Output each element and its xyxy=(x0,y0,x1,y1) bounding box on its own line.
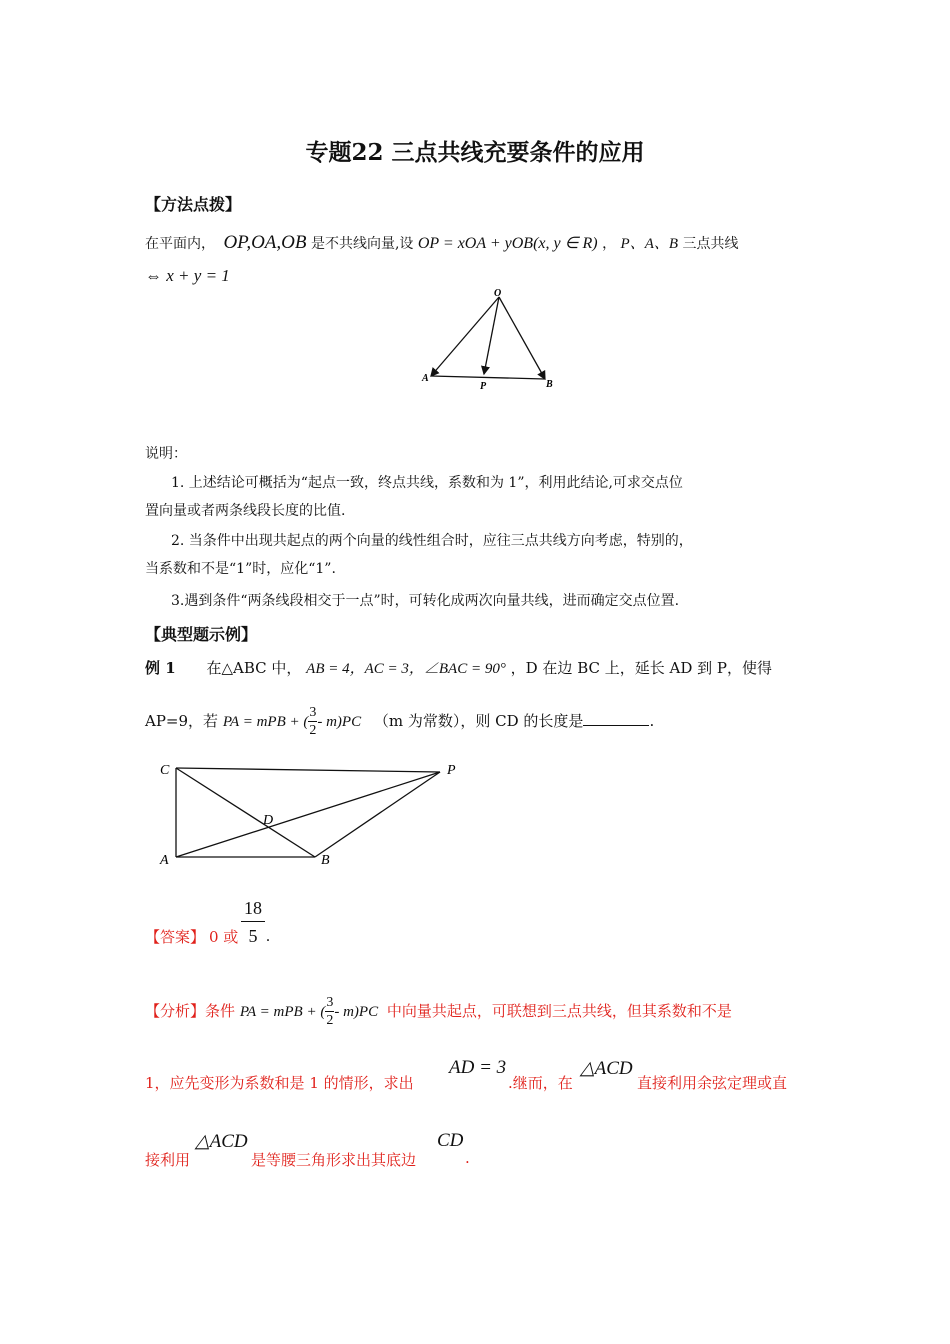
method-prefix: 在平面内， xyxy=(145,236,215,252)
example1-line1 xyxy=(145,657,772,678)
analysis-ad: AD = 3 xyxy=(449,1057,507,1078)
example1-text1: 在△ABC 中， xyxy=(206,659,302,677)
section-method-heading: 【方法点拨】 xyxy=(145,195,242,214)
note2-line2: 当系数和不是“1”时，应化“1”. xyxy=(145,561,336,577)
label-o: O xyxy=(494,288,502,299)
page-title: 专题22 三点共线充要条件的应用 xyxy=(305,139,645,166)
label-c: C xyxy=(160,763,170,778)
vector-ob xyxy=(499,297,545,379)
section-examples-heading: 【典型题示例】 xyxy=(145,625,258,644)
analysis-l2b: .继而，在 xyxy=(508,1074,573,1092)
vector-op xyxy=(484,297,499,374)
method-iff: ⇔ x + y = 1 xyxy=(145,266,230,285)
analysis-triangle-acd-2: △ACD xyxy=(195,1131,248,1152)
answer-label: 【答案】 xyxy=(145,928,206,946)
example1-text2: ，D 在边 BC 上，延长 AD 到 P，使得 xyxy=(510,659,773,677)
analysis-cd: CD xyxy=(437,1130,464,1151)
vector-oa xyxy=(431,297,499,376)
note-heading: 说明： xyxy=(145,446,187,462)
label-a: A xyxy=(160,853,169,868)
example1-line2 xyxy=(145,706,654,738)
analysis-l2c: 直接利用余弦定理或直 xyxy=(637,1074,788,1092)
segment-ab xyxy=(431,376,545,379)
note1-line1: 1. 上述结论可概括为“起点一致，终点共线，系数和为 1”，利用此结论,可求交点位 xyxy=(171,475,683,491)
analysis-label: 【分析】 xyxy=(145,1002,206,1020)
analysis-l3-end: . xyxy=(465,1149,470,1167)
answer-numerator: 18 xyxy=(241,898,265,922)
example1-fraction: $\frac{3}{2}$ xyxy=(309,705,317,738)
segment-bp xyxy=(315,772,440,857)
analysis-line1 xyxy=(145,996,732,1028)
note1-line2: 置向量或者两条线段长度的比值. xyxy=(145,503,346,519)
analysis-l3b: 是等腰三角形求出其底边 xyxy=(251,1151,417,1169)
method-formula: OP = xOA + yOB(x, y ∈ R) xyxy=(417,235,598,252)
method-suffix-a: ， xyxy=(602,236,617,252)
analysis-eq-a: PA = mPB + ( xyxy=(239,1004,326,1020)
answer-blank xyxy=(583,713,649,726)
segment-cb xyxy=(176,768,315,857)
label-d: D xyxy=(263,813,274,828)
figure-triangle-oab xyxy=(410,282,580,394)
method-statement xyxy=(145,232,739,254)
example1-end: . xyxy=(649,712,655,730)
label-p: P xyxy=(447,763,456,778)
analysis-l1-rest: 中向量共起点，可联想到三点共线，但其系数和不是 xyxy=(386,1002,732,1020)
method-mid: 是不共线向量,设 xyxy=(310,236,414,252)
analysis-l2a: 1，应先变形为系数和是 1 的情形，求出 xyxy=(145,1074,414,1092)
segment-ap xyxy=(176,772,440,857)
answer-end: . xyxy=(266,928,270,945)
analysis-l3a: 接利用 xyxy=(145,1151,191,1169)
label-b: B xyxy=(321,853,330,868)
example1-ap: AP=9，若 xyxy=(145,712,219,730)
analysis-eq-b: - m)PC xyxy=(334,1004,379,1020)
example1-eq-a: PA = mPB + ( xyxy=(222,714,309,730)
answer-text: 0 或 xyxy=(209,928,239,946)
example1-label: 例 1 xyxy=(145,659,176,677)
analysis-fraction: $\frac{3}{2}$ xyxy=(326,995,334,1028)
answer-denominator: 5 xyxy=(248,926,258,946)
figure-triangle-acp xyxy=(155,756,475,868)
note2-line1: 2. 当条件中出现共起点的两个向量的线性组合时，应往三点共线方向考虑，特别的， xyxy=(171,533,693,549)
example1-conditions: AB = 4，AC = 3，∠BAC = 90° xyxy=(306,661,506,677)
example1-text3: （m 为常数），则 CD 的长度是 xyxy=(373,712,584,730)
analysis-pre: 条件 xyxy=(205,1002,236,1020)
method-suffix-b: 三点共线 xyxy=(682,236,739,252)
example1-eq-b: - m)PC xyxy=(317,714,362,730)
analysis-triangle-acd-1: △ACD xyxy=(580,1058,633,1079)
label-b: B xyxy=(546,379,553,390)
label-p: P xyxy=(480,381,487,392)
label-a: A xyxy=(422,373,429,384)
note3: 3.遇到条件“两条线段相交于一点”时，可转化成两次向量共线，进而确定交点位置. xyxy=(171,593,680,609)
method-points: P、A、B xyxy=(620,236,679,252)
segment-cp xyxy=(176,768,440,772)
method-vectors: OP,OA,OB xyxy=(223,232,307,253)
